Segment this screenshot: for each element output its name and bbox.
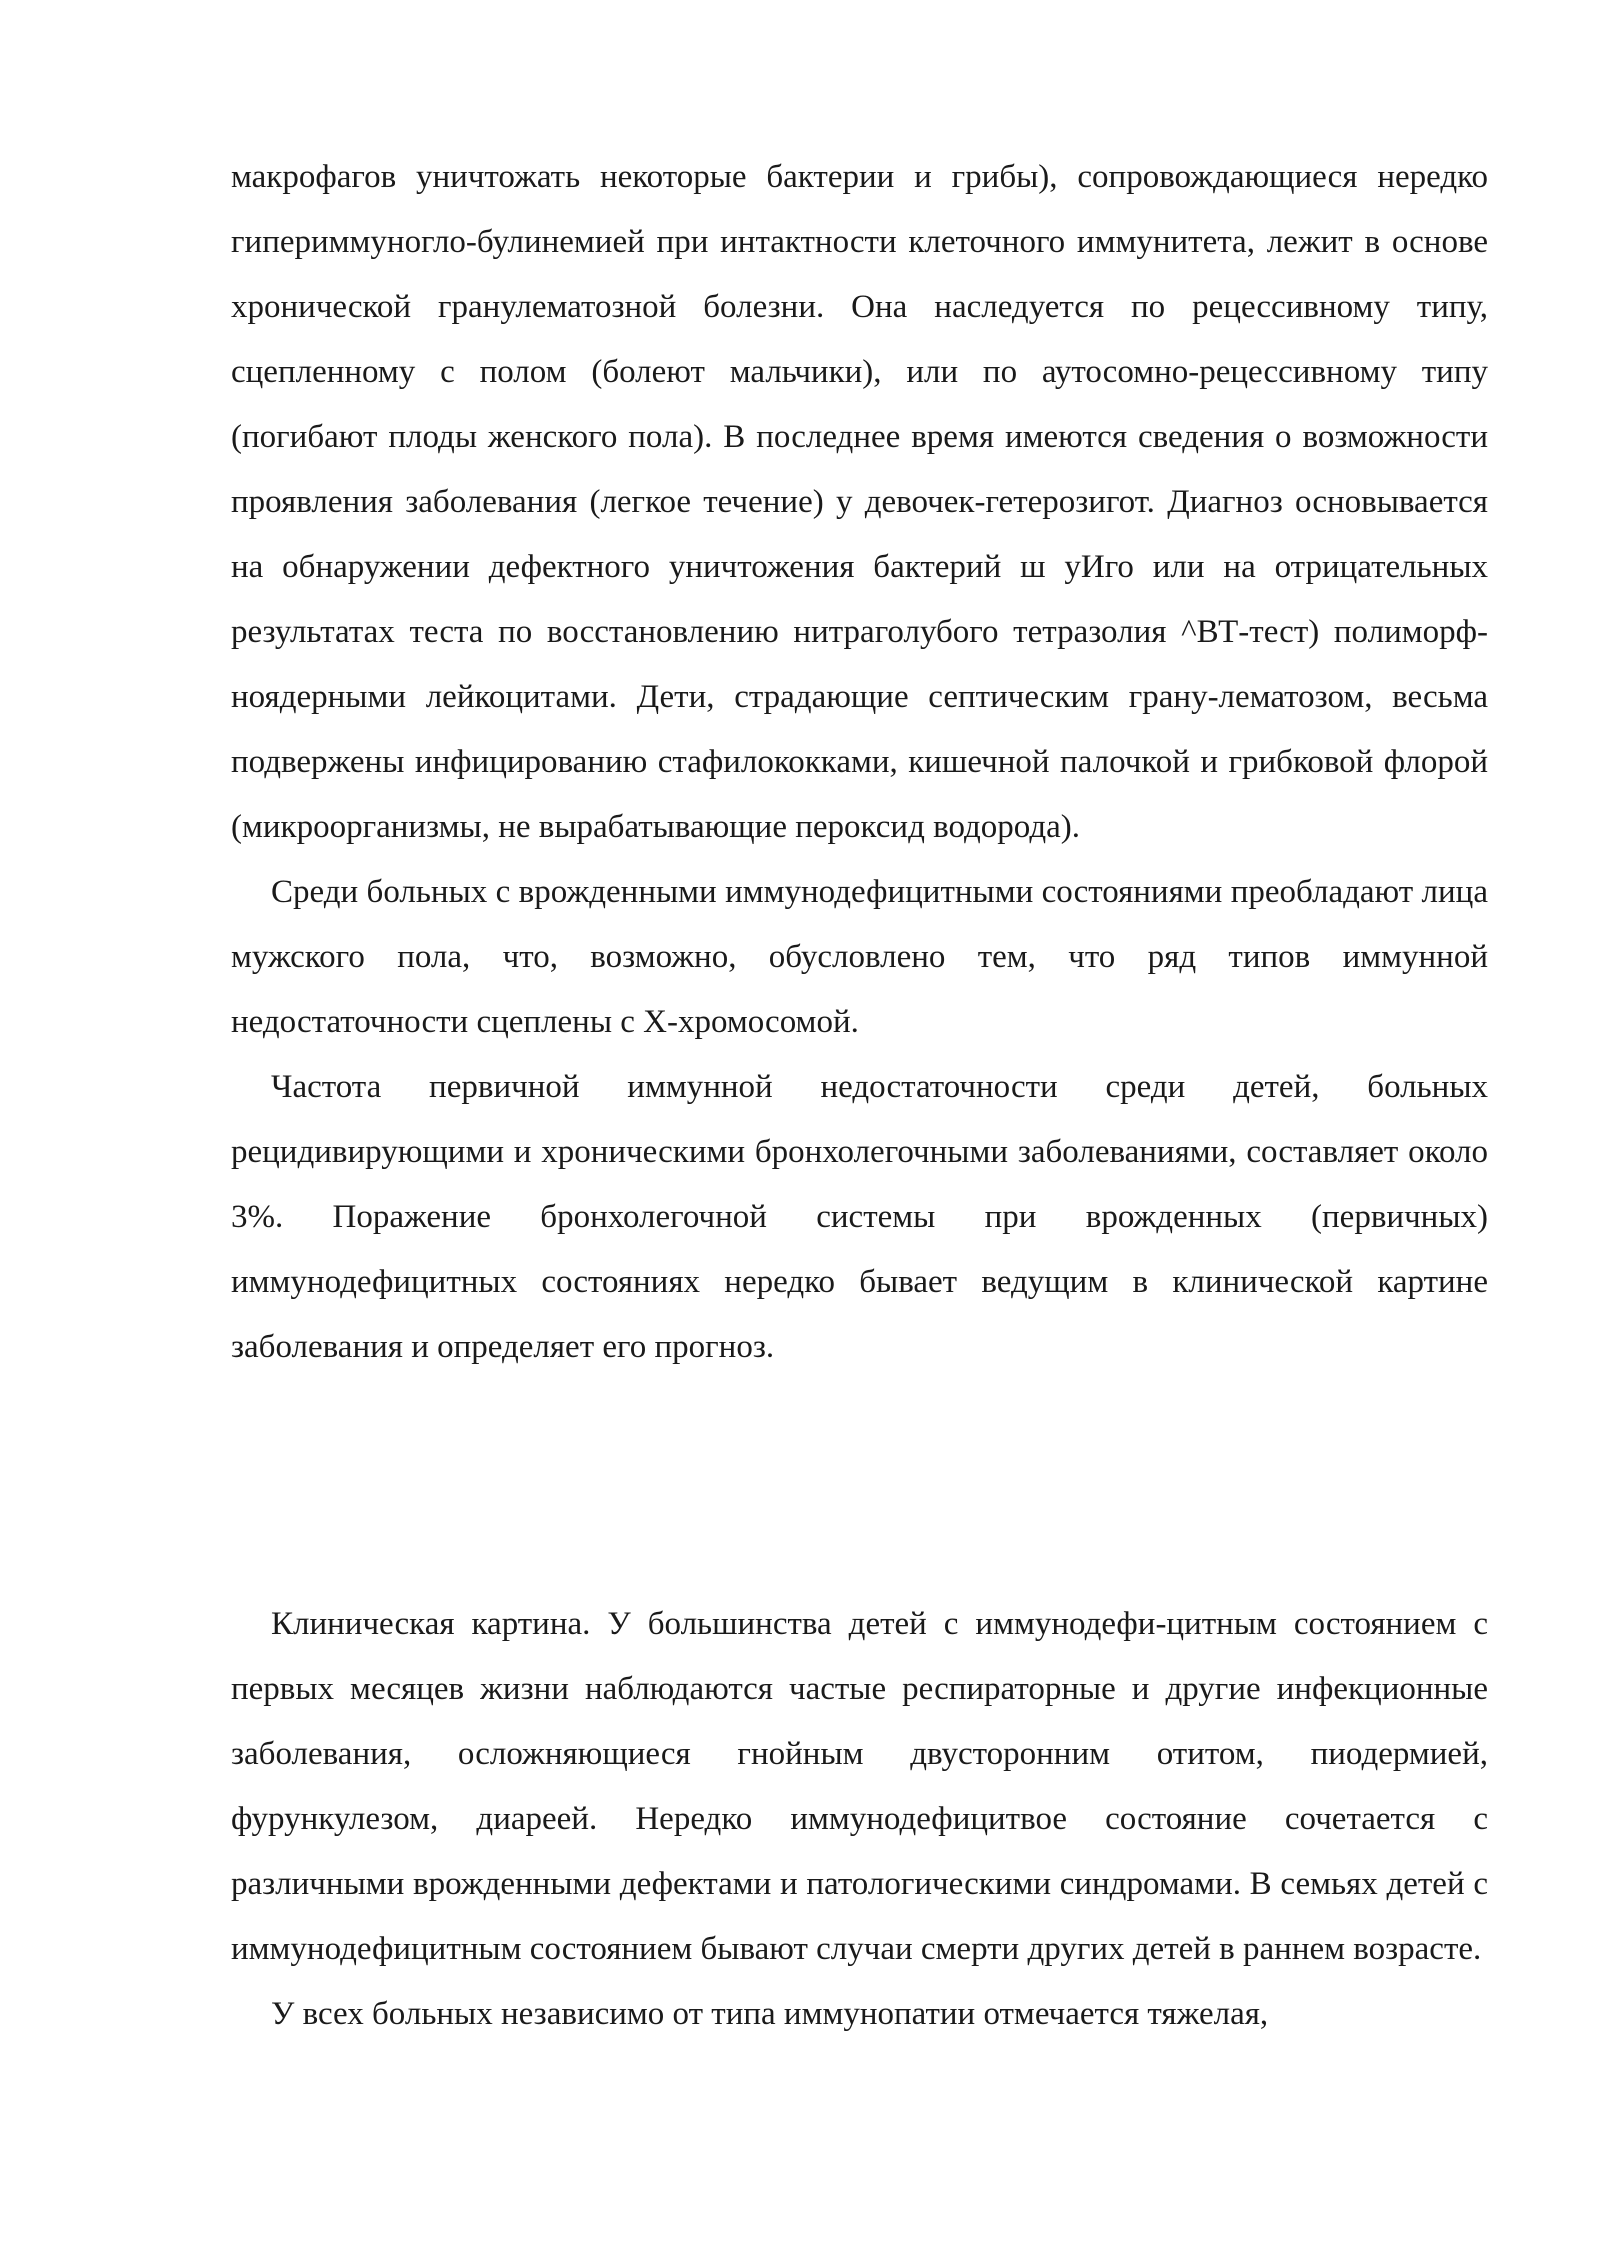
paragraph-granulomatous-disease: макрофагов уничтожать некоторые бактерии и грибы), сопровождающиеся нередко гипериммуногло-булинемией при интактности клеточного иммунитета, лежит в основе хронической гранулематозной болезни. Она наследуется по рецессивному типу, сцепленному с полом (болеют мальчики), или по аутосомно-рецессивному типу (погибают плоды женского пола). В последнее время имеются сведения о возможности проявления заболевания (легкое течение) у девочек-гетерозигот. Диагноз основывается на обнаружении дефектного уничтожения бактерий ш уИго или на отрицательных результатах теста по восстановлению нитраголубого тетразолия ^ВТ-тест) полиморф-ноядерными лейкоцитами. Дети, страдающие септическим грану-лематозом, весьма подвержены инфицированию стафилококками, кишечной палочкой и грибковой флорой (микроорганизмы, не вырабатывающие пероксид водорода).	[231, 159, 1488, 845]
text-section-top	[231, 145, 1488, 1380]
paragraph-male-predominance: Среди больных с врожденными иммунодефицитными состояниями преобладают лица мужского пола, что, возможно, обусловлено тем, что ряд типов иммунной недостаточности сцеплены с Х-хромосомой.	[231, 874, 1488, 1040]
paragraph-all-patients: У всех больных независимо от типа иммунопатии отмечается тяжелая,	[271, 1996, 1269, 2032]
paragraph-clinical-picture: Клиническая картина. У большинства детей с иммунодефи-цитным состоянием с первых месяцев жизни наблюдаются частые респираторные и другие инфекционные заболевания, осложняющиеся гнойным двусторонним отитом, пиодермией, фурункулезом, диареей. Нередко иммунодефицитвое состояние сочетается с различными врожденными дефектами и патологическими синдромами. В семьях детей с иммунодефицитным состоянием бывают случаи смерти других детей в раннем возрасте.	[231, 1606, 1488, 1967]
paragraph-frequency: Частота первичной иммунной недостаточности среди детей, больных рецидивирующими и хроническими бронхолегочными заболеваниями, составляет около 3%. Поражение бронхолегочной системы при врожденных (первичных) иммунодефицитных состояниях нередко бывает ведущим в клинической картине заболевания и определяет его прогноз.	[231, 1069, 1488, 1365]
text-section-bottom	[231, 1592, 1488, 2047]
